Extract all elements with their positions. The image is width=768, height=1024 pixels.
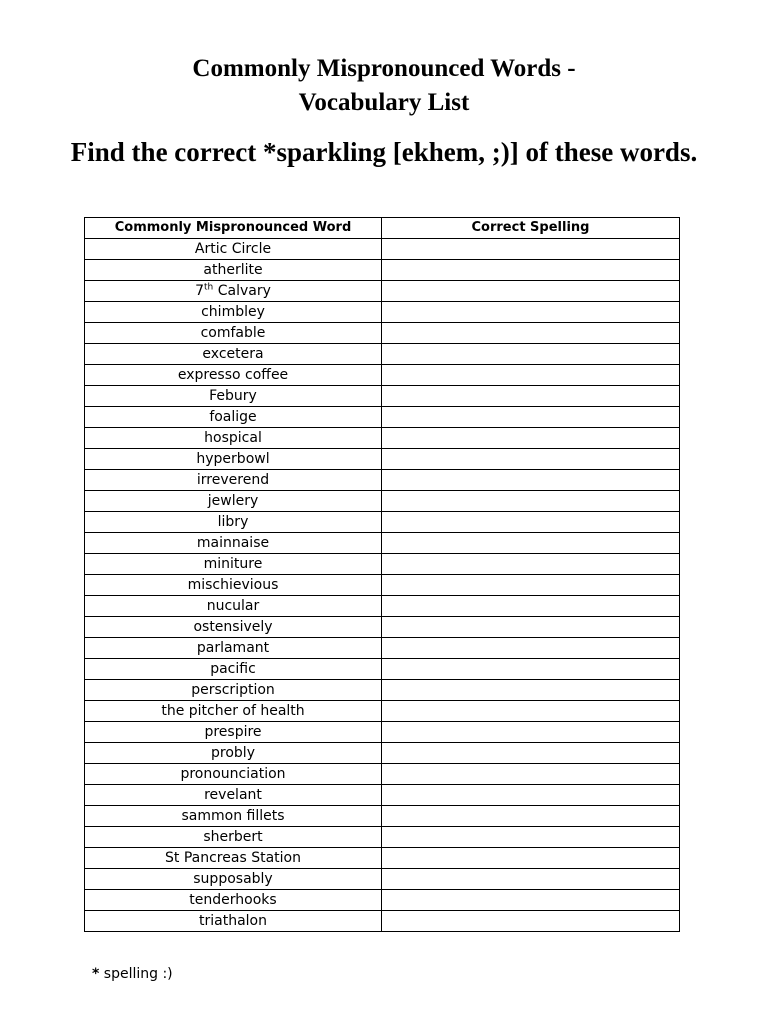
correct-spelling-cell[interactable] [382, 323, 680, 344]
mispronounced-word-cell: Artic Circle [85, 239, 382, 260]
mispronounced-word-cell: probly [85, 743, 382, 764]
footnote [92, 966, 173, 982]
mispronounced-word-cell: hyperbowl [85, 449, 382, 470]
header-mispronounced-word: Commonly Mispronounced Word [85, 218, 382, 239]
correct-spelling-cell[interactable] [382, 428, 680, 449]
table-row [85, 848, 680, 869]
mispronounced-word-cell: the pitcher of health [85, 701, 382, 722]
correct-spelling-cell[interactable] [382, 659, 680, 680]
footnote-star: * [92, 966, 100, 982]
table-row [85, 470, 680, 491]
correct-spelling-cell[interactable] [382, 827, 680, 848]
page-title [60, 52, 708, 120]
mispronounced-word-cell: comfable [85, 323, 382, 344]
table-row [85, 596, 680, 617]
mispronounced-word-cell: nucular [85, 596, 382, 617]
correct-spelling-cell[interactable] [382, 386, 680, 407]
correct-spelling-cell[interactable] [382, 596, 680, 617]
table-row [85, 575, 680, 596]
mispronounced-word-cell: pacific [85, 659, 382, 680]
mispronounced-word-cell: excetera [85, 344, 382, 365]
table-row [85, 365, 680, 386]
mispronounced-word-cell: pronounciation [85, 764, 382, 785]
mispronounced-word-cell: St Pancreas Station [85, 848, 382, 869]
title-line-2: Vocabulary List [298, 89, 470, 116]
mispronounced-word-cell: parlamant [85, 638, 382, 659]
table-row [85, 638, 680, 659]
correct-spelling-cell[interactable] [382, 554, 680, 575]
table-row [85, 680, 680, 701]
mispronounced-word-cell: revelant [85, 785, 382, 806]
correct-spelling-cell[interactable] [382, 239, 680, 260]
vocabulary-table [84, 217, 680, 932]
table-row [85, 785, 680, 806]
mispronounced-word-cell: Febury [85, 386, 382, 407]
correct-spelling-cell[interactable] [382, 890, 680, 911]
mispronounced-word-cell: sherbert [85, 827, 382, 848]
table-row [85, 911, 680, 932]
mispronounced-word-cell: miniture [85, 554, 382, 575]
correct-spelling-cell[interactable] [382, 260, 680, 281]
table-row [85, 323, 680, 344]
mispronounced-word-cell: expresso coffee [85, 365, 382, 386]
correct-spelling-cell[interactable] [382, 617, 680, 638]
correct-spelling-cell[interactable] [382, 764, 680, 785]
header-correct-spelling: Correct Spelling [382, 218, 680, 239]
correct-spelling-cell[interactable] [382, 806, 680, 827]
instructions: Find the correct *sparkling [ekhem, ;)] of these words. [70, 137, 698, 167]
table-row [85, 890, 680, 911]
mispronounced-word-cell: prespire [85, 722, 382, 743]
table-row [85, 722, 680, 743]
table-header-row [85, 218, 680, 239]
correct-spelling-cell[interactable] [382, 449, 680, 470]
table-row [85, 449, 680, 470]
table-row [85, 827, 680, 848]
table-row [85, 407, 680, 428]
correct-spelling-cell[interactable] [382, 869, 680, 890]
mispronounced-word-cell: perscription [85, 680, 382, 701]
table-row [85, 764, 680, 785]
table-row [85, 239, 680, 260]
table-row [85, 281, 680, 302]
correct-spelling-cell[interactable] [382, 533, 680, 554]
mispronounced-word-cell: hospical [85, 428, 382, 449]
correct-spelling-cell[interactable] [382, 701, 680, 722]
correct-spelling-cell[interactable] [382, 491, 680, 512]
mispronounced-word-cell: irreverend [85, 470, 382, 491]
mispronounced-word-cell: 7th Calvary [85, 281, 382, 302]
table-row [85, 260, 680, 281]
table-row [85, 806, 680, 827]
mispronounced-word-cell: foalige [85, 407, 382, 428]
table-row [85, 512, 680, 533]
table-row [85, 302, 680, 323]
correct-spelling-cell[interactable] [382, 407, 680, 428]
correct-spelling-cell[interactable] [382, 281, 680, 302]
mispronounced-word-cell: tenderhooks [85, 890, 382, 911]
table-row [85, 533, 680, 554]
correct-spelling-cell[interactable] [382, 470, 680, 491]
correct-spelling-cell[interactable] [382, 785, 680, 806]
mispronounced-word-cell: libry [85, 512, 382, 533]
correct-spelling-cell[interactable] [382, 302, 680, 323]
mispronounced-word-cell: mischievious [85, 575, 382, 596]
table-row [85, 386, 680, 407]
mispronounced-word-cell: supposably [85, 869, 382, 890]
mispronounced-word-cell: sammon fillets [85, 806, 382, 827]
mispronounced-word-cell: triathalon [85, 911, 382, 932]
table-row [85, 869, 680, 890]
correct-spelling-cell[interactable] [382, 848, 680, 869]
correct-spelling-cell[interactable] [382, 680, 680, 701]
footnote-text: spelling :) [99, 966, 173, 982]
correct-spelling-cell[interactable] [382, 575, 680, 596]
mispronounced-word-cell: mainnaise [85, 533, 382, 554]
correct-spelling-cell[interactable] [382, 344, 680, 365]
correct-spelling-cell[interactable] [382, 365, 680, 386]
mispronounced-word-cell: jewlery [85, 491, 382, 512]
mispronounced-word-cell: atherlite [85, 260, 382, 281]
correct-spelling-cell[interactable] [382, 911, 680, 932]
table-row [85, 344, 680, 365]
table-row [85, 491, 680, 512]
table-row [85, 554, 680, 575]
mispronounced-word-cell: chimbley [85, 302, 382, 323]
table-row [85, 701, 680, 722]
correct-spelling-cell[interactable] [382, 638, 680, 659]
table-row [85, 428, 680, 449]
table-row [85, 617, 680, 638]
table-body [85, 239, 680, 932]
correct-spelling-cell[interactable] [382, 512, 680, 533]
mispronounced-word-cell: ostensively [85, 617, 382, 638]
correct-spelling-cell[interactable] [382, 743, 680, 764]
table-row [85, 743, 680, 764]
correct-spelling-cell[interactable] [382, 722, 680, 743]
title-line-1: Commonly Mispronounced Words - [192, 55, 576, 82]
table-row [85, 659, 680, 680]
